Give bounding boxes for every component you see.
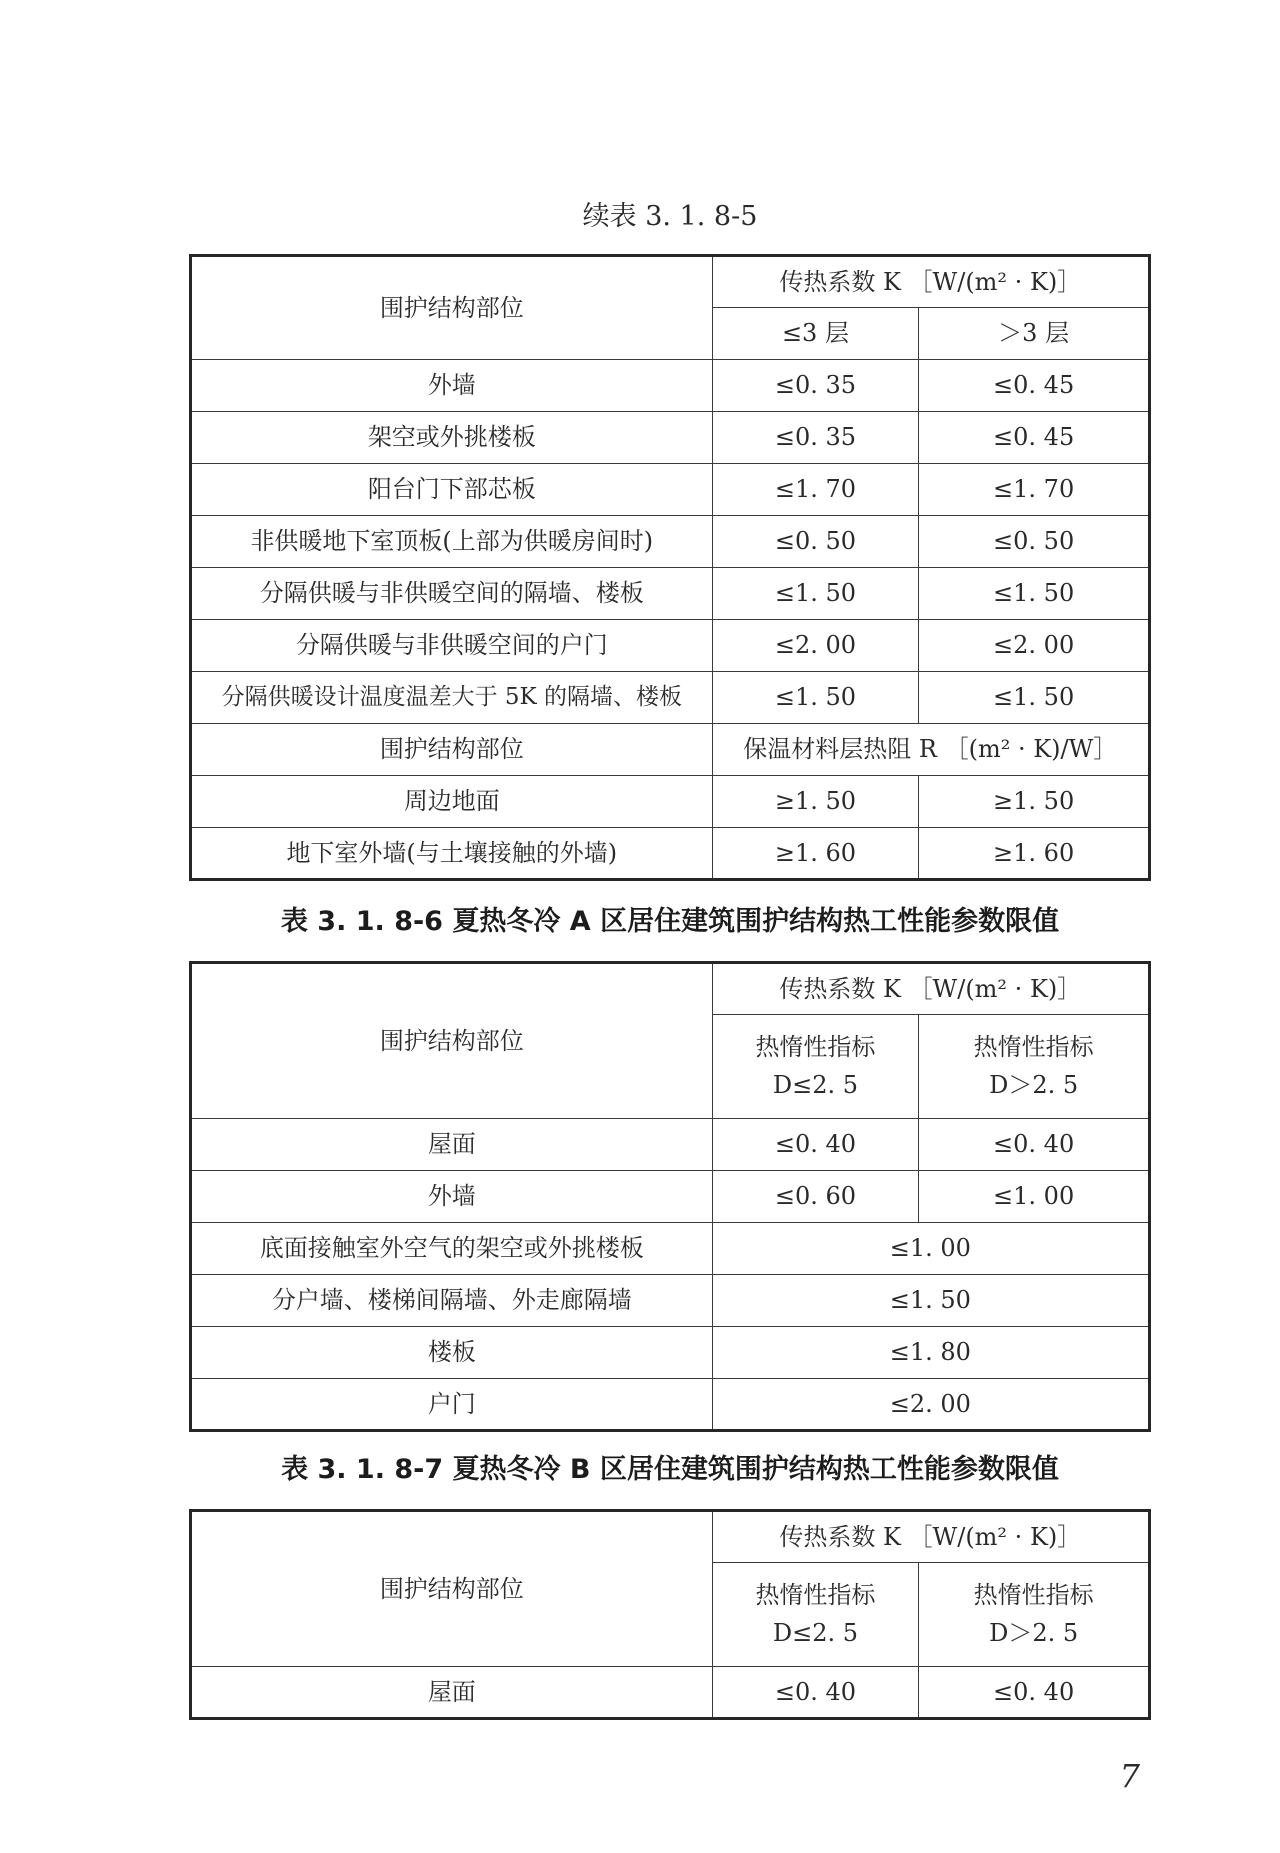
- row-part: 地下室外墙(与土壤接触的外墙): [191, 828, 713, 880]
- table-caption-continued: 续表 3. 1. 8-5: [582, 201, 758, 232]
- row-part: 分户墙、楼梯间隔墙、外走廊隔墙: [191, 1275, 713, 1327]
- table-row: [191, 828, 1150, 880]
- row-part: 分隔供暖与非供暖空间的隔墙、楼板: [191, 568, 713, 620]
- header-col-b: ＞3 层: [919, 308, 1150, 360]
- table-row: [191, 1171, 1150, 1223]
- row-value-b: ≤1. 50: [919, 672, 1150, 724]
- table-row: [191, 464, 1150, 516]
- header-part: 围护结构部位: [191, 1511, 713, 1667]
- table-row: [191, 620, 1150, 672]
- row-part: 底面接触室外空气的架空或外挑楼板: [191, 1223, 713, 1275]
- row-value-merged: ≤1. 80: [712, 1327, 1149, 1379]
- header-col-a-line1: 热惰性指标: [755, 1581, 876, 1610]
- header-col-a: [712, 1563, 919, 1667]
- header-col-b-line1: 热惰性指标: [973, 1033, 1094, 1062]
- table-row: [191, 1327, 1150, 1379]
- row-value-a: ≤0. 35: [712, 360, 919, 412]
- header-col-a-line2: D≤2. 5: [772, 1070, 859, 1099]
- row-value-a: ≤0. 50: [712, 516, 919, 568]
- header-col-a: [712, 1015, 919, 1119]
- row-part: 户门: [191, 1379, 713, 1431]
- row-value-b: ≥1. 60: [919, 828, 1150, 880]
- table-row: [191, 412, 1150, 464]
- row-value-a: ≥1. 50: [712, 776, 919, 828]
- row-value-merged: ≤1. 50: [712, 1275, 1149, 1327]
- row-value-merged: ≤2. 00: [712, 1379, 1149, 1431]
- table-row: [191, 776, 1150, 828]
- header-col-a-line1: 热惰性指标: [755, 1033, 876, 1062]
- row-value-b: ≤0. 40: [919, 1667, 1150, 1719]
- header-k: 传热系数 K ［W/(m² · K)］: [712, 1511, 1149, 1563]
- row-value-a: ≤0. 60: [712, 1171, 919, 1223]
- header-col-a: ≤3 层: [712, 308, 919, 360]
- row-part: 周边地面: [191, 776, 713, 828]
- table-row: [191, 1223, 1150, 1275]
- row-part: 架空或外挑楼板: [191, 412, 713, 464]
- row-part: 分隔供暖设计温度温差大于 5K 的隔墙、楼板: [191, 672, 713, 724]
- row-value-a: ≤0. 40: [712, 1119, 919, 1171]
- row-value-a: ≤1. 50: [712, 672, 919, 724]
- header-col-b-line1: 热惰性指标: [973, 1581, 1094, 1610]
- row-value-b: ≤0. 40: [919, 1119, 1150, 1171]
- row-part: 屋面: [191, 1667, 713, 1719]
- table-3-1-8-7: [189, 1509, 1151, 1720]
- row-part: 外墙: [191, 1171, 713, 1223]
- row-value-b: ≤1. 70: [919, 464, 1150, 516]
- row-value-a: ≤1. 50: [712, 568, 919, 620]
- row-part: 非供暖地下室顶板(上部为供暖房间时): [191, 516, 713, 568]
- row-value-a: ≤2. 00: [712, 620, 919, 672]
- header2-r: 保温材料层热阻 R ［(m² · K)/W］: [712, 724, 1149, 776]
- table-row: [191, 1275, 1150, 1327]
- row-value-b: ≤0. 45: [919, 412, 1150, 464]
- table-caption-b: 表 3. 1. 8-7 夏热冬冷 B 区居住建筑围护结构热工性能参数限值: [281, 1454, 1059, 1485]
- row-value-merged: ≤1. 00: [712, 1223, 1149, 1275]
- header-col-b: [919, 1563, 1150, 1667]
- table-3-1-8-6: [189, 961, 1151, 1432]
- row-value-a: ≤0. 40: [712, 1667, 919, 1719]
- header-k: 传热系数 K ［W/(m² · K)］: [712, 963, 1149, 1015]
- continued-table-3-1-8-5: [189, 254, 1151, 881]
- row-value-b: ≤0. 45: [919, 360, 1150, 412]
- header-col-b: [919, 1015, 1150, 1119]
- table-row: [191, 672, 1150, 724]
- row-value-b: ≥1. 50: [919, 776, 1150, 828]
- row-part: 楼板: [191, 1327, 713, 1379]
- table-row: [191, 516, 1150, 568]
- table-caption-a: 表 3. 1. 8-6 夏热冬冷 A 区居住建筑围护结构热工性能参数限值: [280, 906, 1060, 937]
- row-part: 屋面: [191, 1119, 713, 1171]
- row-value-b: ≤1. 00: [919, 1171, 1150, 1223]
- row-value-b: ≤2. 00: [919, 620, 1150, 672]
- row-value-a: ≤0. 35: [712, 412, 919, 464]
- header-col-b-line2: D＞2. 5: [989, 1070, 1079, 1099]
- header-part: 围护结构部位: [191, 963, 713, 1119]
- row-part: 阳台门下部芯板: [191, 464, 713, 516]
- header-k: 传热系数 K ［W/(m² · K)］: [712, 256, 1149, 308]
- row-value-b: ≤0. 50: [919, 516, 1150, 568]
- header2-part: 围护结构部位: [191, 724, 713, 776]
- table-row: [191, 1119, 1150, 1171]
- table-row: [191, 568, 1150, 620]
- table-row: [191, 1667, 1150, 1719]
- row-value-b: ≤1. 50: [919, 568, 1150, 620]
- row-value-a: ≥1. 60: [712, 828, 919, 880]
- header-col-a-line2: D≤2. 5: [772, 1618, 859, 1647]
- row-part: 外墙: [191, 360, 713, 412]
- row-part: 分隔供暖与非供暖空间的户门: [191, 620, 713, 672]
- page-number: 7: [1119, 1757, 1140, 1795]
- header-col-b-line2: D＞2. 5: [989, 1618, 1079, 1647]
- row-value-a: ≤1. 70: [712, 464, 919, 516]
- table-row: [191, 1379, 1150, 1431]
- table-row: [191, 360, 1150, 412]
- header-part: 围护结构部位: [191, 256, 713, 360]
